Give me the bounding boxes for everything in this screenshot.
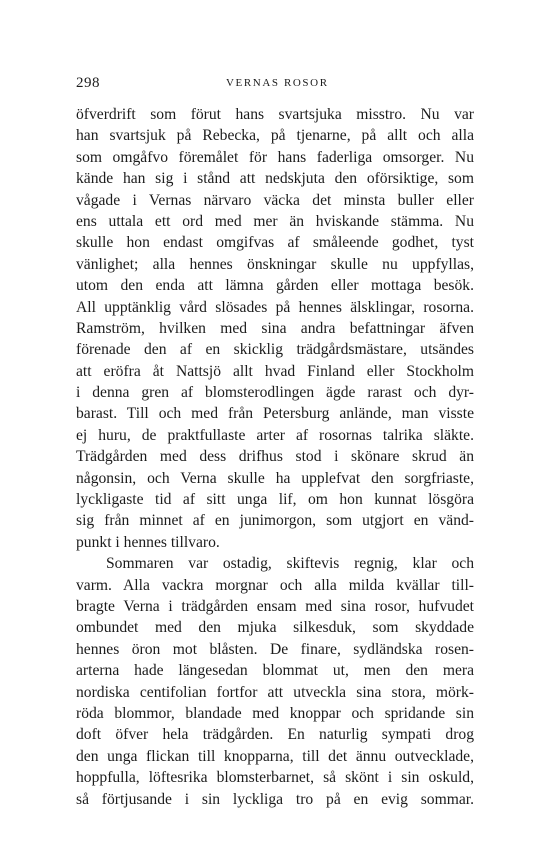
- text-line: punkt i hennes tillvaro.: [76, 533, 220, 551]
- text-line: bragte Verna i trädgården ensam med sina rosor, hufvudet: [76, 597, 474, 615]
- text-line: öfverdrift som förut hans svartsjuka misstro. Nu var: [76, 106, 474, 123]
- text-line: utom den enda att lämna gården eller mottaga besök.: [76, 277, 474, 295]
- text-line: lyckligaste tid af sitt unga lif, om hon kunnat lösgöra: [76, 491, 474, 509]
- text-line: Trädgården med dess drifhus stod i skönare skrud än: [76, 448, 474, 466]
- text-line: ombundet med den mjuka silkesduk, som skyddade: [76, 619, 474, 637]
- paragraph-2: [76, 553, 474, 810]
- paragraph-1: [76, 104, 474, 553]
- text-line: sig från minnet af en junimorgon, som utgjort en vänd-: [76, 512, 474, 530]
- text-line: doft öfver hela trädgården. En naturlig sympati drog: [76, 726, 474, 744]
- text-line: ens uttala ett ord med mer än hviskande stämma. Nu: [76, 212, 474, 230]
- text-line: vågade i Vernas närvaro väcka det minsta buller eller: [76, 191, 474, 209]
- text-line: arterna hade längesedan blommat ut, men den mera: [76, 662, 474, 680]
- text-line: varm. Alla vackra morgnar och alla milda kvällar till-: [76, 576, 474, 594]
- text-line: vänlighet; alla hennes önskningar skulle nu uppfyllas,: [76, 255, 474, 273]
- text-line: nordiska centifolian fortfor att utveckla sina stora, mörk-: [76, 683, 474, 701]
- running-head: [76, 75, 472, 95]
- text-line: så förtjusande i sin lyckliga tro på en evig sommar.: [76, 790, 474, 808]
- text-line: att eröfra åt Nattsjö allt hvad Finland eller Stockholm: [76, 362, 474, 380]
- page-number: 298: [76, 75, 100, 91]
- text-line: All upptänklig vård slösades på hennes älsklingar, rosorna.: [76, 298, 474, 316]
- text-line: kände han sig i stånd att nedskjuta den oförsiktige, som: [76, 170, 474, 188]
- text-line: i denna gren af blomsterodlingen ägde rarast och dyr-: [76, 384, 474, 402]
- text-line: som omgåfvo föremålet för hans faderliga omsorger. Nu: [76, 148, 474, 166]
- text-line: han svartsjuk på Rebecka, på tjenarne, på allt och alla: [76, 127, 474, 145]
- text-line: barast. Till och med från Petersburg anlände, man visste: [76, 405, 474, 423]
- text-line: skulle hon endast omgifvas af småleende godhet, tyst: [76, 234, 474, 252]
- text-line: Sommaren var ostadig, skiftevis regnig, klar och: [106, 555, 474, 573]
- text-line: ej huru, de praktfullaste arter af rosornas talrika släkte.: [76, 426, 474, 444]
- text-line: den unga flickan till knopparna, till det ännu outvecklade,: [76, 747, 474, 765]
- text-line: förenade den af en skicklig trädgårdsmästare, utsändes: [76, 341, 474, 359]
- text-line: hennes öron mot blåsten. De finare, sydländska rosen-: [76, 640, 474, 658]
- text-line: hoppfulla, löftesrika blomsterbarnet, så skönt i sin oskuld,: [76, 769, 474, 787]
- body-text: [76, 104, 474, 810]
- text-line: någonsin, och Verna skulle ha upplefvat den sorgfriaste,: [76, 469, 474, 487]
- text-line: Ramström, hvilken med sina andra befattningar äfven: [76, 319, 474, 337]
- running-title: VERNAS ROSOR: [226, 77, 329, 89]
- text-line: röda blommor, blandade med knoppar och spridande sin: [76, 704, 474, 722]
